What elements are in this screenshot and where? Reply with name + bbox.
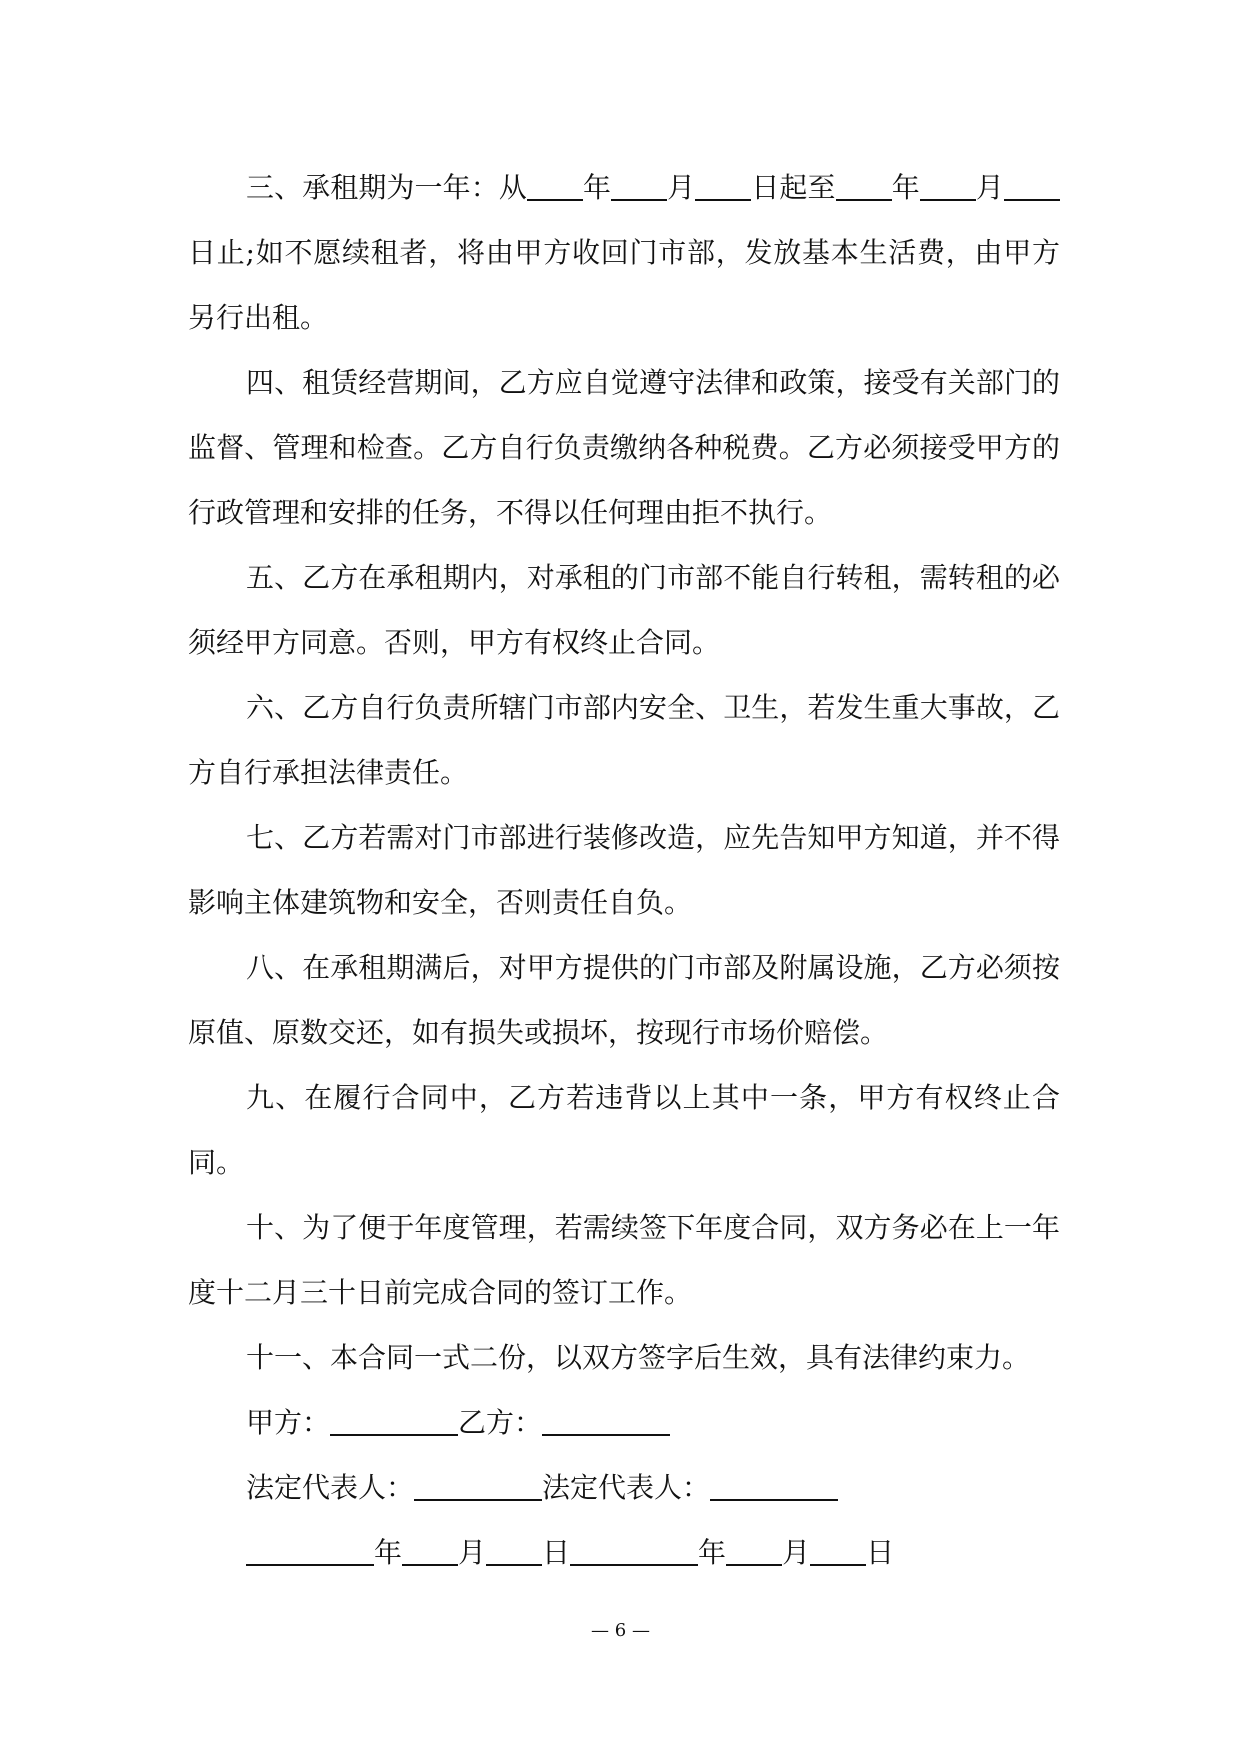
month-label: 月 [782, 1536, 811, 1569]
month-label: 月 [667, 171, 696, 204]
legal-rep-a-label: 法定代表人： [246, 1471, 415, 1504]
clause-6: 六、乙方自行负责所辖门市部内安全、卫生，若发生重大事故，乙方自行承担法律责任。 [188, 691, 1060, 789]
party-a-blank[interactable] [330, 1406, 458, 1436]
legal-rep-b-label: 法定代表人： [542, 1471, 711, 1504]
year-label: 年 [891, 171, 920, 204]
clause-11: 十一、本合同一式二份，以双方签字后生效，具有法律约束力。 [246, 1341, 1031, 1374]
legal-rep-b-blank[interactable] [710, 1471, 838, 1501]
stop-label: 日止; [188, 236, 255, 269]
year-label: 年 [374, 1536, 403, 1569]
clause-3-prefix: 三、承租期为一年：从 [246, 171, 527, 204]
year-label: 年 [698, 1536, 727, 1569]
day-label: 日 [866, 1536, 895, 1569]
blank-start-day[interactable] [695, 171, 751, 201]
blank-start-year[interactable] [527, 171, 583, 201]
legal-rep-line [188, 1455, 1060, 1520]
day-label: 日 [542, 1536, 571, 1569]
date-b-year-blank[interactable] [570, 1536, 698, 1566]
legal-rep-a-blank[interactable] [414, 1471, 542, 1501]
clause-3-rest: 如不愿续租者，将由甲方收回门市部，发放基本生活费，由甲方另行出租。 [188, 236, 1060, 334]
clause-5: 五、乙方在承租期内，对承租的门市部不能自行转租，需转租的必须经甲方同意。否则，甲方有权终止合同。 [188, 561, 1060, 659]
clause-9: 九、在履行合同中，乙方若违背以上其中一条，甲方有权终止合同。 [188, 1081, 1060, 1179]
date-a-year-blank[interactable] [246, 1536, 374, 1566]
contract-body [188, 155, 1060, 1585]
date-b-day-blank[interactable] [810, 1536, 866, 1566]
date-line [188, 1520, 1060, 1585]
blank-end-year[interactable] [836, 171, 892, 201]
from-suffix: 日起至 [751, 171, 836, 204]
date-a-day-blank[interactable] [486, 1536, 542, 1566]
clause-4: 四、租赁经营期间，乙方应自觉遵守法律和政策，接受有关部门的监督、管理和检查。乙方自行负责缴纳各种税费。乙方必须接受甲方的行政管理和安排的任务，不得以任何理由拒不执行。 [188, 366, 1060, 529]
clause-10: 十、为了便于年度管理，若需续签下年度合同，双方务必在上一年度十二月三十日前完成合同的签订工作。 [188, 1211, 1060, 1309]
party-a-label: 甲方： [246, 1406, 331, 1439]
party-b-blank[interactable] [542, 1406, 670, 1436]
year-label: 年 [582, 171, 612, 204]
date-b-month-blank[interactable] [726, 1536, 782, 1566]
party-signature-line [188, 1390, 1060, 1455]
clause-8: 八、在承租期满后，对甲方提供的门市部及附属设施，乙方必须按原值、原数交还，如有损失或损坏，按现行市场价赔偿。 [188, 951, 1060, 1049]
month-label: 月 [975, 171, 1004, 204]
date-a-month-blank[interactable] [402, 1536, 458, 1566]
clause-3 [188, 155, 1060, 350]
month-label: 月 [458, 1536, 487, 1569]
clause-7: 七、乙方若需对门市部进行装修改造，应先告知甲方知道，并不得影响主体建筑物和安全，否则责任自负。 [188, 821, 1060, 919]
party-b-label: 乙方： [458, 1406, 543, 1439]
blank-end-month[interactable] [920, 171, 976, 201]
blank-start-month[interactable] [611, 171, 667, 201]
page-number: — 6 — [591, 1620, 650, 1641]
blank-end-day[interactable] [1004, 171, 1060, 201]
